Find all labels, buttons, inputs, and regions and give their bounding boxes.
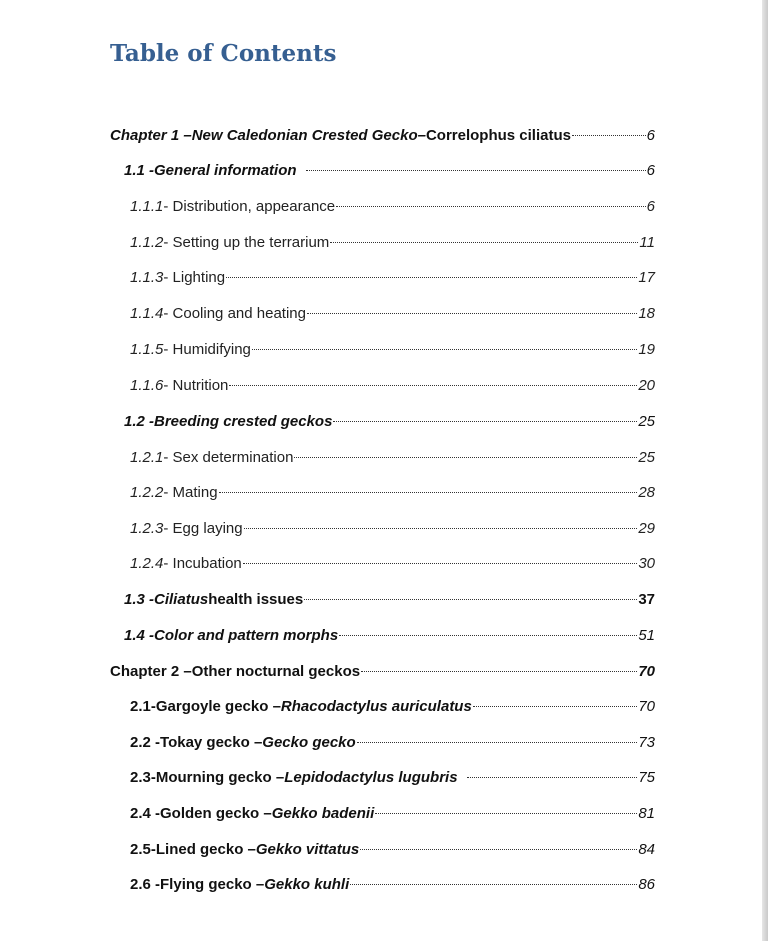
toc-entry-species: Correlophus ciliatus: [425, 127, 571, 144]
toc-leader-dots: [339, 635, 637, 636]
toc-entry-title: - Setting up the terrarium: [163, 234, 330, 251]
toc-entry-number: 1.2.2: [130, 484, 164, 501]
toc-entry-title: Tokay gecko –: [160, 734, 263, 751]
toc-entry-chapter-1[interactable]: [110, 124, 655, 148]
toc-entry-number: 1.1.2: [130, 234, 164, 251]
toc-entry-title: Ciliatus: [154, 591, 209, 608]
toc-entry-title: - Cooling and heating: [163, 305, 306, 322]
toc-entry-title: - Mating: [163, 484, 218, 501]
toc-leader-dots: [229, 385, 637, 386]
toc-entry-title: Golden gecko –: [160, 805, 272, 822]
toc-entry-number: 1.2.3: [130, 520, 164, 537]
toc-page-number: 75: [638, 769, 655, 786]
toc-page-number: 84: [638, 841, 655, 858]
toc-entry-number: 1.1.1: [130, 198, 164, 215]
toc-entry-number: 1.1.6: [130, 377, 164, 394]
toc-entry-title: Other nocturnal geckos: [191, 663, 361, 680]
toc-page-number: 51: [638, 627, 655, 644]
toc-entry-number: 1.2.4: [130, 555, 164, 572]
toc-leader-dots: [244, 528, 638, 529]
toc-entry-2-5[interactable]: [130, 838, 655, 862]
toc-leader-dots: [375, 813, 637, 814]
toc-entry-title: Gargoyle gecko –: [155, 698, 281, 715]
toc-page-number: 28: [638, 484, 655, 501]
toc-leader-dots: [307, 313, 637, 314]
toc-entry-number: 1.1.5: [130, 341, 164, 358]
toc-page-number: 11: [639, 234, 655, 251]
toc-page-number: 17: [638, 269, 655, 286]
toc-entry-number: 2.6 -: [130, 876, 161, 893]
toc-entry-1-4[interactable]: [124, 624, 655, 648]
toc-leader-dots: [360, 849, 637, 850]
toc-entry-title: Breeding crested geckos: [154, 413, 333, 430]
toc-entry-species: Rhacodactylus auriculatus: [280, 698, 472, 715]
toc-entry-1-2-2[interactable]: [130, 481, 655, 505]
toc-entry-1-1-2[interactable]: [130, 231, 655, 255]
toc-entry-title: New Caledonian Crested Gecko: [191, 127, 418, 144]
toc-leader-dots: [357, 742, 638, 743]
toc-page-number: 6: [646, 162, 655, 179]
toc-page-number: 70: [638, 663, 655, 680]
toc-page-number: 29: [638, 520, 655, 537]
toc-page-number: 30: [638, 555, 655, 572]
toc-entry-title: Color and pattern morphs: [154, 627, 339, 644]
toc-entry-chapter-2[interactable]: [110, 660, 655, 684]
toc-entry-number: 2.1-: [130, 698, 156, 715]
toc-entry-species: Gekko kuhli: [264, 876, 350, 893]
toc-leader-dots: [350, 884, 637, 885]
toc-leader-dots: [330, 242, 638, 243]
toc-leader-dots: [473, 706, 637, 707]
toc-page-number: 86: [638, 876, 655, 893]
toc-entry-1-2-3[interactable]: [130, 517, 655, 541]
toc-entry-number: 1.4 -: [124, 627, 155, 644]
toc-entry-title-rest: health issues: [208, 591, 304, 608]
toc-page-number: 19: [638, 341, 655, 358]
toc-leader-dots: [226, 277, 637, 278]
toc-entry-number: 2.5-: [130, 841, 156, 858]
toc-entry-1-3[interactable]: [124, 588, 655, 612]
toc-leader-dots: [304, 599, 637, 600]
toc-page-number: 25: [638, 413, 655, 430]
toc-entry-number: 1.1.4: [130, 305, 164, 322]
toc-entry-number: 1.1 -: [124, 162, 155, 179]
toc-leader-dots: [294, 457, 637, 458]
toc-page-number: 6: [646, 198, 655, 215]
toc-entry-2-4[interactable]: [130, 802, 655, 826]
toc-entry-title: - Distribution, appearance: [163, 198, 336, 215]
toc-entry-separator: –: [417, 127, 426, 144]
toc-page-number: 25: [638, 449, 655, 466]
toc-leader-dots: [336, 206, 646, 207]
toc-entry-number: 1.3 -: [124, 591, 155, 608]
toc-entry-title: Flying gecko –: [160, 876, 265, 893]
toc-leader-dots: [333, 421, 637, 422]
toc-entry-1-2[interactable]: [124, 410, 655, 434]
toc-entry-species: Lepidodactylus lugubris: [284, 769, 458, 786]
toc-entry-2-6[interactable]: [130, 873, 655, 897]
toc-entry-species: Gekko vittatus: [255, 841, 360, 858]
toc-entry-species: Gekko badenii: [271, 805, 375, 822]
toc-entry-title: - Egg laying: [163, 520, 243, 537]
toc-leader-dots: [252, 349, 637, 350]
toc-entry-number: 2.3-: [130, 769, 156, 786]
toc-leader-dots: [467, 777, 638, 778]
toc-entry-number: 2.2 -: [130, 734, 161, 751]
toc-page-number: 81: [638, 805, 655, 822]
toc-entry-title: General information: [154, 162, 297, 179]
toc-leader-dots: [361, 671, 637, 672]
toc-entry-2-3[interactable]: [130, 766, 655, 790]
toc-entry-title: Lined gecko –: [155, 841, 256, 858]
toc-entry-number: Chapter 1 –: [110, 127, 192, 144]
toc-page-number: 6: [646, 127, 655, 144]
toc-entry-number: Chapter 2 –: [110, 663, 192, 680]
toc-entry-number: 1.1.3: [130, 269, 164, 286]
toc-entry-title: - Lighting: [163, 269, 226, 286]
toc-entry-1-2-4[interactable]: [130, 552, 655, 576]
toc-leader-dots: [572, 135, 646, 136]
toc-entry-1-1-5[interactable]: [130, 338, 655, 362]
toc-page-number: 37: [638, 591, 655, 608]
toc-entry-2-2[interactable]: [130, 731, 655, 755]
toc-entry-number: 1.2 -: [124, 413, 155, 430]
toc-entry-title: - Incubation: [163, 555, 242, 572]
toc-entry-title: - Sex determination: [163, 449, 294, 466]
toc-entry-1-2-1[interactable]: [130, 446, 655, 470]
toc-entry-title: - Nutrition: [163, 377, 229, 394]
page-edge-shadow: [762, 0, 768, 941]
toc-entry-1-1-3[interactable]: [130, 266, 655, 290]
toc-entry-number: 2.4 -: [130, 805, 161, 822]
toc-entry-1-1-4[interactable]: [130, 302, 655, 326]
toc-entry-1-1-1[interactable]: [130, 195, 655, 219]
toc-entry-1-1[interactable]: [124, 159, 655, 183]
toc-page-number: 70: [638, 698, 655, 715]
toc-leader-dots: [243, 563, 638, 564]
toc-page-number: 20: [638, 377, 655, 394]
toc-entry-species: Gecko gecko: [262, 734, 356, 751]
toc-entry-number: 1.2.1: [130, 449, 164, 466]
toc-leader-dots: [306, 170, 646, 171]
toc-page-number: 18: [638, 305, 655, 322]
toc-entry-title: Mourning gecko –: [155, 769, 285, 786]
toc-entry-1-1-6[interactable]: [130, 374, 655, 398]
page-title: Table of Contents: [110, 40, 337, 67]
toc-page-number: 73: [638, 734, 655, 751]
toc-leader-dots: [219, 492, 638, 493]
toc-entry-title: - Humidifying: [163, 341, 251, 358]
toc-entry-2-1[interactable]: [130, 695, 655, 719]
